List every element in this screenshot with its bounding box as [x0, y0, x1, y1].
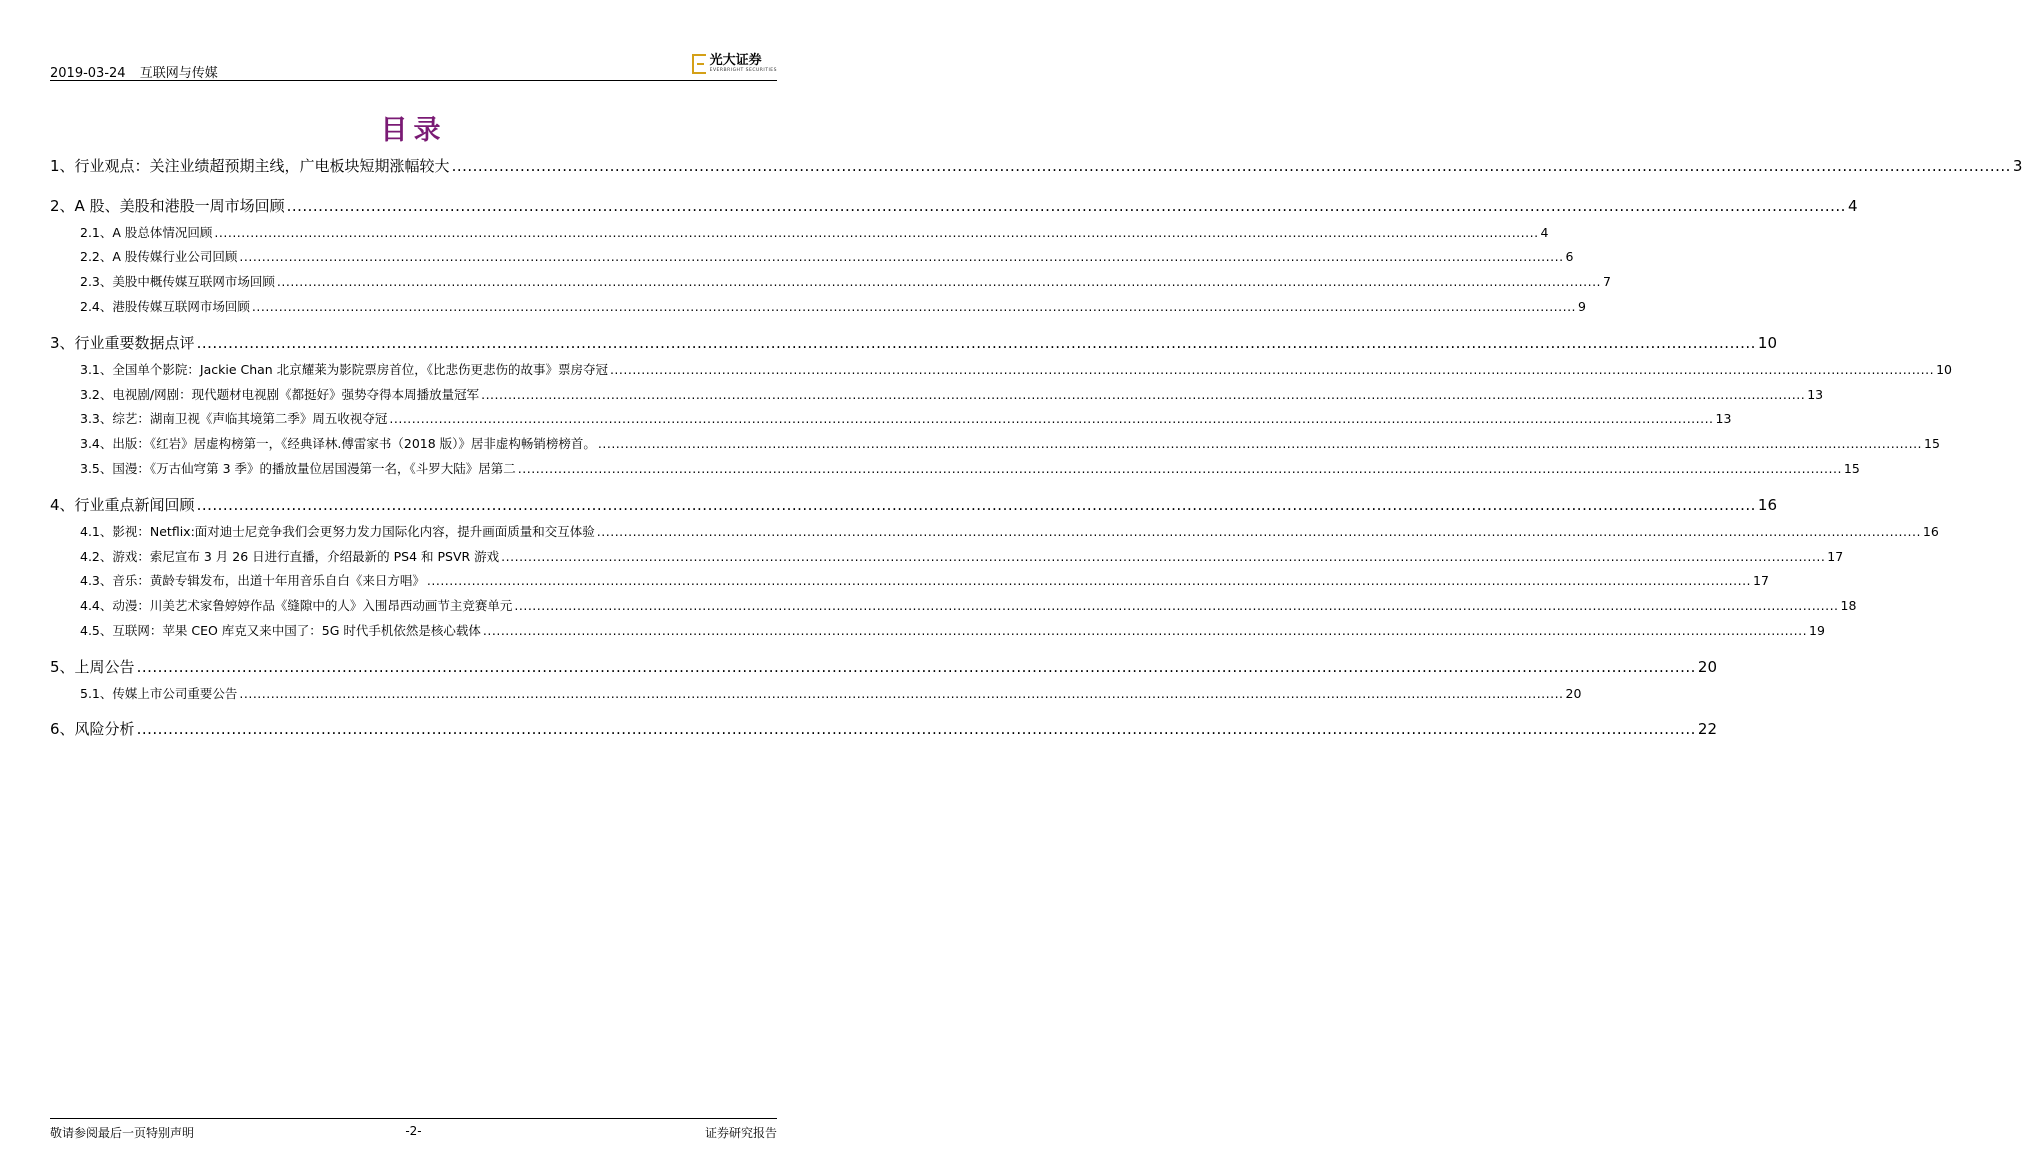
toc-number: 2.2、 — [80, 249, 113, 264]
header-divider — [50, 80, 777, 81]
toc-title: 动漫：川美艺术家鲁婷婷作品《缝隙中的人》入围昂西动画节主竞赛单元 — [112, 598, 513, 613]
toc-number: 2.3、 — [80, 274, 113, 289]
toc-leader — [481, 387, 1805, 402]
toc-title: 音乐：黄龄专辑发布，出道十年用音乐自白《来日方唱》 — [112, 573, 425, 588]
toc-leader — [514, 598, 1838, 613]
everbright-logo-icon — [692, 54, 706, 74]
toc-leader — [197, 334, 1756, 352]
toc-page-number: 4 — [1847, 197, 1858, 215]
toc-title: 游戏：索尼宣布 3 月 26 日进行直播，介绍最新的 PS4 和 PSVR 游戏 — [112, 549, 500, 564]
toc-page-number: 6 — [1565, 249, 1574, 264]
toc-number: 1、 — [50, 157, 75, 175]
toc-page-number: 22 — [1697, 720, 1718, 738]
toc-page-number: 10 — [1757, 334, 1778, 352]
toc-title: 港股传媒互联网市场回顾 — [112, 299, 250, 314]
toc-leader — [427, 573, 1751, 588]
toc-number: 3.4、 — [80, 436, 113, 451]
toc-title: A 股传媒行业公司回顾 — [112, 249, 238, 264]
toc-title: A 股总体情况回顾 — [112, 225, 213, 240]
toc-page-number: 3 — [2012, 157, 2022, 175]
toc-title: 影视：Netflix:面对迪士尼竞争我们会更努力发力国际化内容，提升画面质量和交互体验 — [112, 524, 595, 539]
toc-entry[interactable] — [50, 272, 1611, 290]
toc-number: 4.3、 — [80, 573, 113, 588]
toc-entry[interactable] — [50, 332, 1778, 353]
toc-leader — [597, 524, 1921, 539]
toc-title: 行业重点新闻回顾 — [74, 496, 195, 514]
toc-entry[interactable] — [50, 547, 1844, 565]
toc-number: 3.2、 — [80, 387, 113, 402]
toc-page-number: 15 — [1924, 436, 1940, 451]
toc-title: 出版：《红岩》居虚构榜第一，《经典译林.傅雷家书（2018 版）》居非虚构畅销榜榜首。 — [112, 436, 596, 451]
toc-title: 综艺：湖南卫视《声临其境第二季》周五收视夺冠 — [112, 411, 388, 426]
toc-leader — [389, 411, 1713, 426]
toc-leader — [239, 249, 1563, 264]
toc-title: 风险分析 — [74, 720, 135, 738]
toc-title: 上周公告 — [74, 658, 135, 676]
toc-page-number: 15 — [1843, 461, 1860, 476]
toc-leader — [610, 362, 1934, 377]
toc-page-number: 19 — [1809, 623, 1825, 638]
toc-page-number: 16 — [1757, 496, 1778, 514]
toc-number: 4、 — [50, 496, 75, 514]
toc-leader — [197, 496, 1756, 514]
report-header — [50, 62, 228, 81]
toc-entry[interactable] — [50, 223, 1549, 241]
toc-entry[interactable] — [50, 297, 1586, 315]
toc-page-number: 10 — [1936, 362, 1952, 377]
toc-title: 行业重要数据点评 — [74, 334, 195, 352]
toc-title: 美股中概传媒互联网市场回顾 — [112, 274, 275, 289]
toc-number: 2、 — [50, 197, 75, 215]
toc-number: 4.2、 — [80, 549, 113, 564]
footer-disclaimer: 敬请参阅最后一页特别声明 — [50, 1126, 195, 1140]
toc-entry[interactable] — [50, 360, 1952, 378]
toc-entry[interactable] — [50, 596, 1857, 614]
toc-title: 全国单个影院：Jackie Chan 北京耀莱为影院票房首位，《比悲伤更悲伤的故事》票房夺冠 — [112, 362, 608, 377]
toc-page-number: 18 — [1840, 598, 1857, 613]
toc-number: 3.3、 — [80, 411, 113, 426]
toc-entry[interactable] — [50, 409, 1732, 427]
toc-entry[interactable] — [50, 621, 1825, 639]
toc-leader — [598, 436, 1922, 451]
toc-page-number: 17 — [1827, 549, 1844, 564]
logo-english-name: EVERBRIGHT SECURITIES — [709, 68, 777, 74]
toc-page-number: 13 — [1715, 411, 1732, 426]
toc-title: 互联网：苹果 CEO 库克又来中国了：5G 时代手机依然是核心载体 — [112, 623, 481, 638]
toc-page-number: 17 — [1753, 573, 1769, 588]
toc-number: 4.5、 — [80, 623, 113, 638]
toc-number: 4.4、 — [80, 598, 113, 613]
footer-divider — [50, 1118, 777, 1119]
toc-number: 2.4、 — [80, 299, 113, 314]
toc-leader — [239, 686, 1563, 701]
toc-entry[interactable] — [50, 522, 1939, 540]
page-title: 目录 — [380, 115, 447, 146]
toc-number: 3.1、 — [80, 362, 113, 377]
toc-leader — [214, 225, 1538, 240]
footer-page-number: -2- — [405, 1124, 422, 1138]
toc-number: 4.1、 — [80, 524, 113, 539]
toc-page-number: 16 — [1922, 524, 1939, 539]
toc-leader — [252, 299, 1576, 314]
toc-entry[interactable] — [50, 718, 1718, 739]
toc-entry[interactable] — [50, 684, 1582, 702]
toc-page-number: 20 — [1565, 686, 1582, 701]
report-date: 2019-03-24 — [50, 66, 126, 81]
toc-leader — [137, 720, 1696, 738]
toc-page-number: 20 — [1697, 658, 1718, 676]
toc-number: 3.5、 — [80, 461, 113, 476]
toc-number: 3、 — [50, 334, 75, 352]
toc-title: 电视剧/网剧：现代题材电视剧《都挺好》强势夺得本周播放量冠军 — [112, 387, 480, 402]
toc-leader — [483, 623, 1807, 638]
toc-entry[interactable] — [50, 195, 1858, 216]
toc-page-number: 4 — [1540, 225, 1549, 240]
toc-title: 国漫：《万古仙穹第 3 季》的播放量位居国漫第一名，《斗罗大陆》居第二 — [112, 461, 516, 476]
toc-page-number: 9 — [1578, 299, 1586, 314]
toc-title: 传媒上市公司重要公告 — [112, 686, 238, 701]
toc-entry[interactable] — [50, 155, 2022, 176]
toc-entry[interactable] — [50, 494, 1778, 515]
toc-number: 5、 — [50, 658, 75, 676]
toc-leader — [501, 549, 1825, 564]
toc-entry[interactable] — [50, 656, 1718, 677]
toc-leader — [277, 274, 1601, 289]
company-logo — [692, 54, 777, 74]
toc-number: 6、 — [50, 720, 75, 738]
toc-number: 5.1、 — [80, 686, 113, 701]
toc-entry[interactable] — [50, 247, 1574, 265]
toc-entry[interactable] — [50, 385, 1824, 403]
toc-entry[interactable] — [50, 459, 1860, 477]
toc-page-number: 13 — [1807, 387, 1824, 402]
logo-chinese-name: 光大证券 — [709, 53, 762, 69]
toc-leader — [137, 658, 1696, 676]
toc-title: A 股、美股和港股一周市场回顾 — [74, 197, 285, 215]
toc-leader — [452, 157, 2011, 175]
toc-entry[interactable] — [50, 434, 1940, 452]
toc-number: 2.1、 — [80, 225, 113, 240]
footer-report-type: 证券研究报告 — [704, 1126, 777, 1140]
toc-entry[interactable] — [50, 571, 1769, 589]
report-sector: 互联网与传媒 — [139, 66, 218, 81]
toc-leader — [287, 197, 1846, 215]
toc-page-number: 7 — [1603, 274, 1611, 289]
toc-title: 行业观点：关注业绩超预期主线，广电板块短期涨幅较大 — [74, 157, 450, 175]
toc-leader — [518, 461, 1842, 476]
